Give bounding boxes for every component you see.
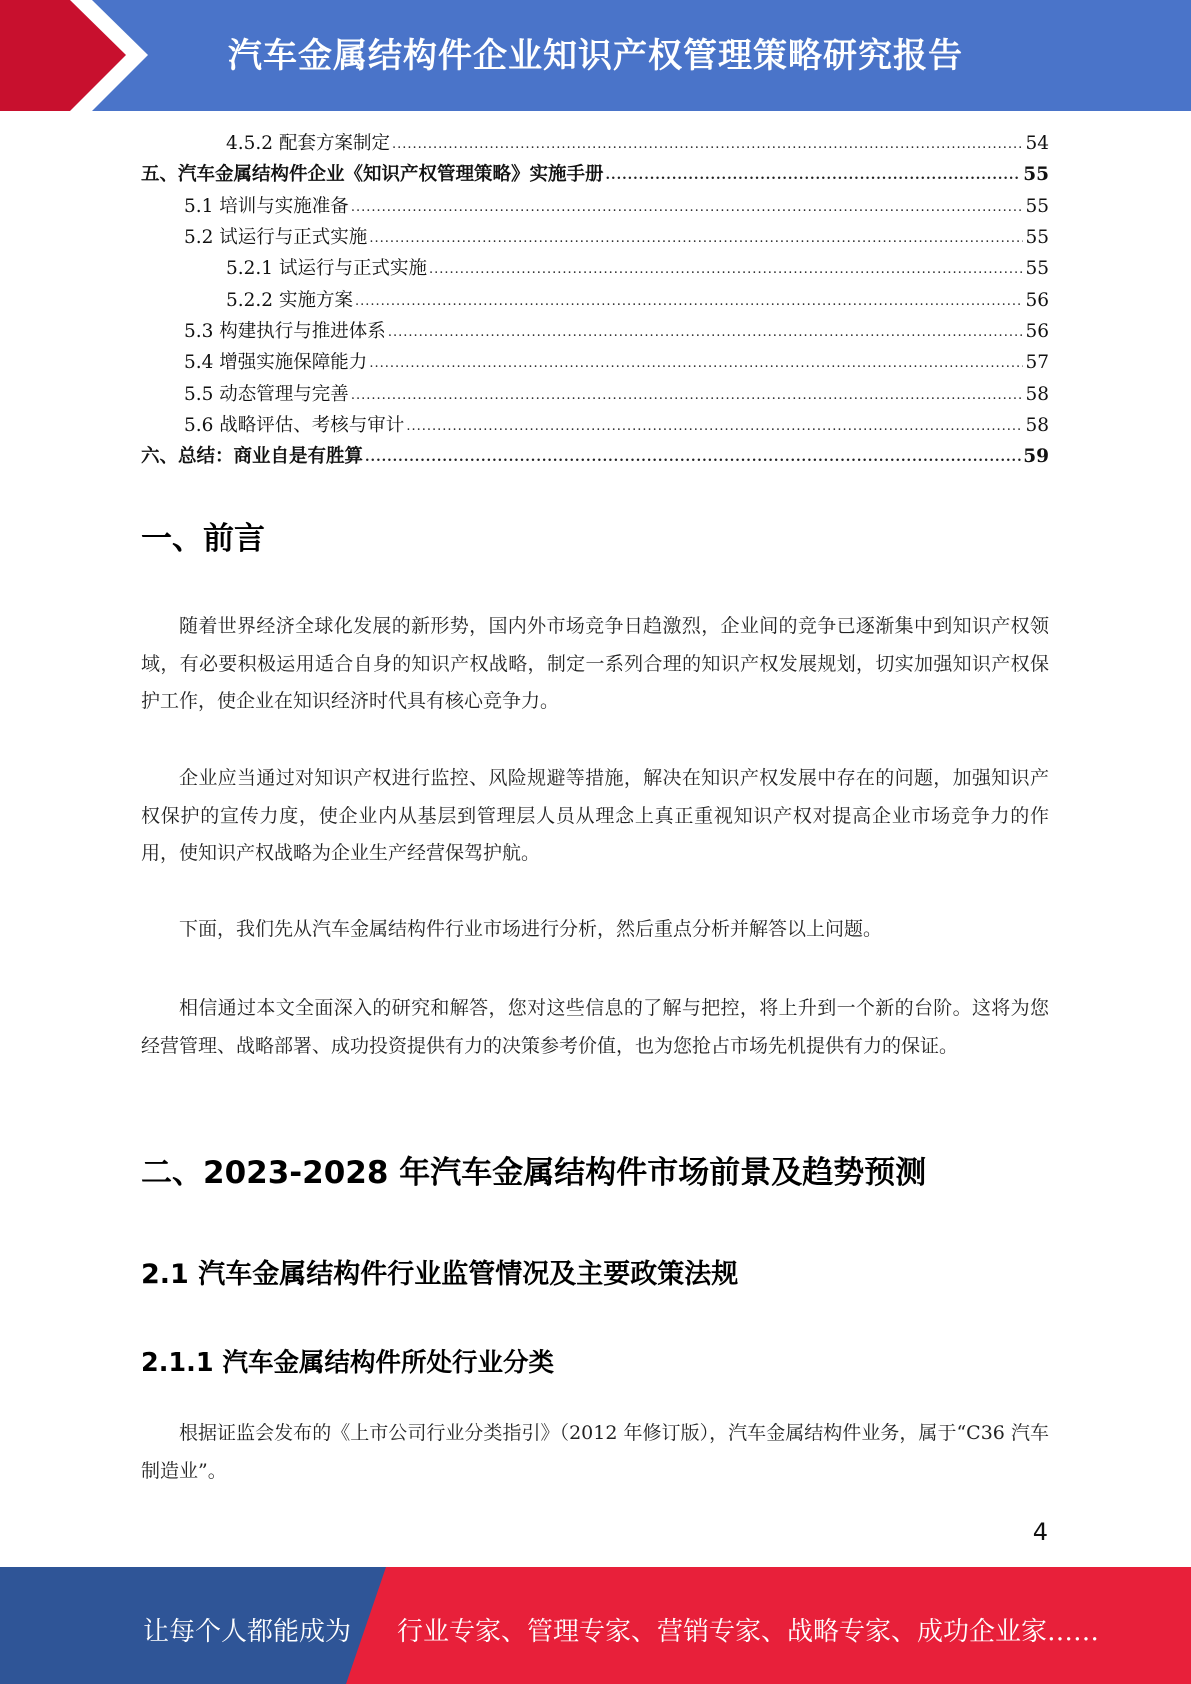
- toc-entry-page: 55: [1025, 195, 1049, 217]
- toc-leader-dots: [606, 158, 1022, 191]
- section-heading-market: 二、2023-2028 年汽车金属结构件市场前景及趋势预测: [141, 1155, 927, 1191]
- toc-entry-title: 5.5 动态管理与完善: [184, 383, 349, 405]
- toc-entry[interactable]: [141, 128, 1049, 159]
- toc-entry-page: 56: [1025, 289, 1049, 311]
- toc-entry[interactable]: [141, 191, 1049, 222]
- toc-entry-page: 58: [1025, 383, 1049, 405]
- report-title: 汽车金属结构件企业知识产权管理策略研究报告: [228, 36, 963, 76]
- toc-entry-title: 5.1 培训与实施准备: [184, 195, 349, 217]
- toc-entry[interactable]: [141, 347, 1049, 378]
- footer-banner: [0, 1567, 1191, 1684]
- toc-leader-dots: [365, 440, 1021, 473]
- page-number: 4: [1032, 1518, 1048, 1546]
- toc-entry[interactable]: [141, 410, 1049, 441]
- toc-entry-page: 58: [1025, 414, 1049, 436]
- subsection-heading: 2.1 汽车金属结构件行业监管情况及主要政策法规: [141, 1259, 739, 1290]
- toc-entry-page: 55: [1025, 258, 1049, 280]
- toc-entry-title: 5.6 战略评估、考核与审计: [184, 414, 405, 436]
- toc-leader-dots: [369, 221, 1023, 254]
- toc-entry-title: 六、总结：商业自是有胜算: [141, 446, 364, 468]
- toc-entry-page: 56: [1025, 320, 1049, 342]
- paragraph: 相信通过本文全面深入的研究和解答，您对这些信息的了解与把控，将上升到一个新的台阶。这将为您经营管理、战略部署、成功投资提供有力的决策参考价值，也为您抢占市场先机提供有力的保证。: [141, 997, 1049, 1057]
- paragraph: 根据证监会发布的《上市公司行业分类指引》（2012 年修订版），汽车金属结构件业务，属于“C36 汽车制造业”。: [141, 1422, 1049, 1482]
- toc-entry-title: 5.2 试运行与正式实施: [184, 227, 368, 249]
- toc-leader-dots: [355, 284, 1024, 317]
- toc-leader-dots: [351, 190, 1024, 223]
- toc-entry-title: 5.2.1 试运行与正式实施: [226, 258, 427, 280]
- toc-leader-dots: [388, 315, 1024, 348]
- toc-leader-dots: [369, 346, 1023, 379]
- chevron-decoration: [0, 0, 160, 111]
- toc-leader-dots: [351, 378, 1024, 411]
- paragraph: 下面，我们先从汽车金属结构件行业市场进行分析，然后重点分析并解答以上问题。: [179, 918, 883, 940]
- toc-entry-page: 57: [1025, 352, 1049, 374]
- paragraph: 企业应当通过对知识产权进行监控、风险规避等措施，解决在知识产权发展中存在的问题，加强知识产权保护的宣传力度，使企业内从基层到管理层人员从理念上真正重视知识产权对提高企业市场竞争力的作用，使知识产权战略为企业生产经营保驾护航。: [141, 767, 1049, 864]
- toc-entry-page: 55: [1023, 164, 1049, 186]
- toc-entry[interactable]: [141, 159, 1049, 190]
- toc-entry-page: 54: [1025, 133, 1049, 155]
- section-heading-preface: 一、前言: [141, 521, 265, 557]
- paragraph: 随着世界经济全球化发展的新形势，国内外市场竞争日趋激烈，企业间的竞争已逐渐集中到知识产权领域，有必要积极运用适合自身的知识产权战略，制定一系列合理的知识产权发展规划，切实加强知识产权保护工作，使企业在知识经济时代具有核心竞争力。: [141, 615, 1049, 712]
- header-banner: [0, 0, 1191, 111]
- toc-entry-title: 5.2.2 实施方案: [226, 289, 353, 311]
- toc-entry-title: 5.4 增强实施保障能力: [184, 352, 368, 374]
- toc-entry[interactable]: [141, 316, 1049, 347]
- toc-leader-dots: [429, 252, 1023, 285]
- subsubsection-heading: 2.1.1 汽车金属结构件所处行业分类: [141, 1348, 554, 1378]
- toc-entry-title: 4.5.2 配套方案制定: [226, 133, 390, 155]
- toc-entry-page: 55: [1025, 227, 1049, 249]
- toc-entry-page: 59: [1023, 446, 1049, 468]
- table-of-contents: [141, 128, 1049, 472]
- toc-leader-dots: [406, 409, 1023, 442]
- toc-entry[interactable]: [141, 253, 1049, 284]
- toc-entry[interactable]: [141, 222, 1049, 253]
- footer-slogan-left: 让每个人都能成为: [143, 1617, 352, 1647]
- toc-entry[interactable]: [141, 284, 1049, 315]
- toc-leader-dots: [392, 127, 1023, 160]
- toc-entry-title: 五、汽车金属结构件企业《知识产权管理策略》实施手册: [141, 164, 604, 186]
- footer-slogan-right: 行业专家、管理专家、营销专家、战略专家、成功企业家……: [397, 1617, 1100, 1647]
- toc-entry[interactable]: [141, 378, 1049, 409]
- toc-entry[interactable]: [141, 441, 1049, 472]
- toc-entry-title: 5.3 构建执行与推进体系: [184, 320, 386, 342]
